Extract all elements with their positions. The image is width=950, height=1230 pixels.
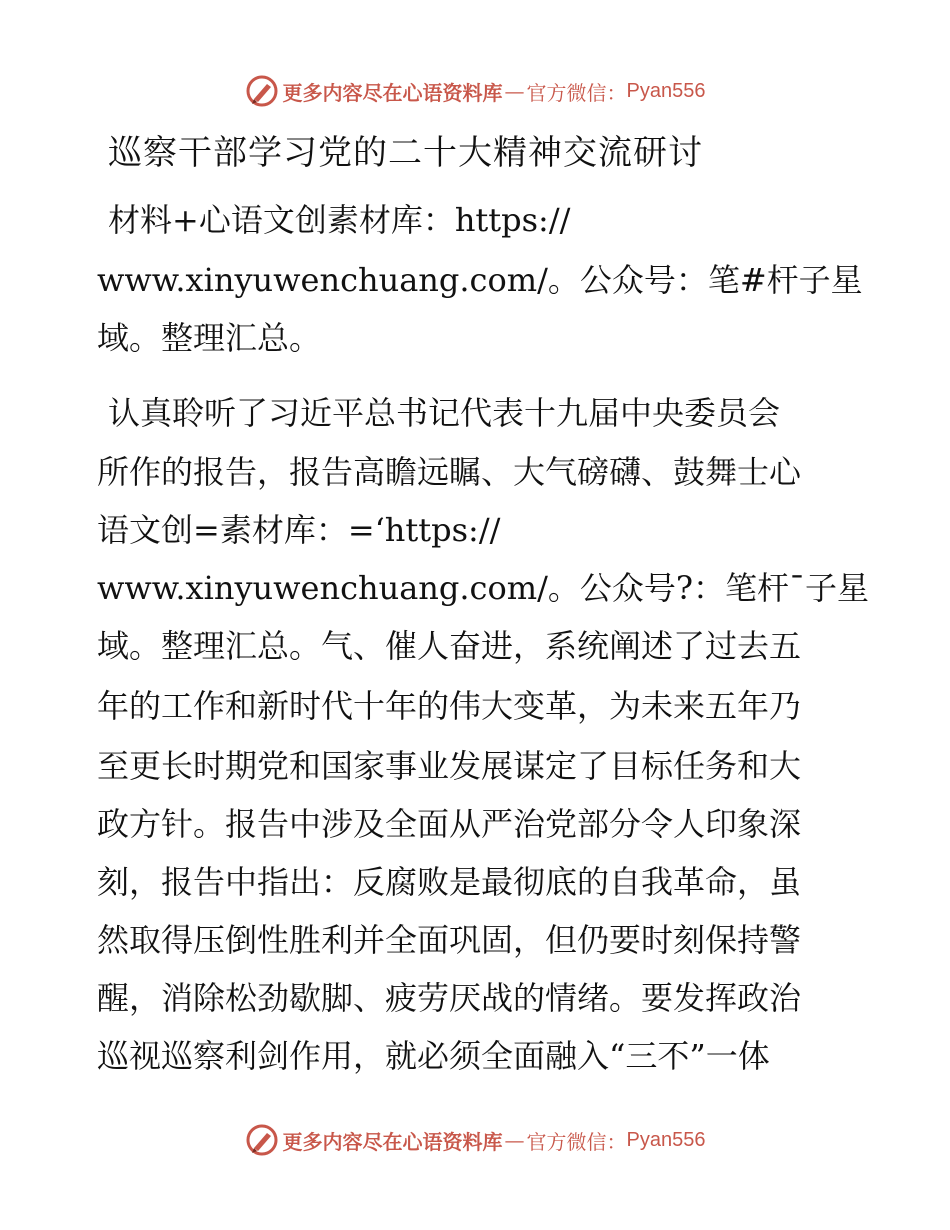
body-line: 然取得压倒性胜利并全面巩固，但仍要时刻保持警: [97, 921, 802, 959]
body-line: 认真聆听了习近平总书记代表十九届中央委员会: [108, 394, 781, 432]
body-line: 域。整理汇总。气、催人奋进，系统阐述了过去五: [97, 627, 802, 665]
body-line: 醒，消除松劲歇脚、疲劳厌战的情绪。要发挥政治: [97, 979, 802, 1017]
banner-site-text: 更多内容尽在心语资料库: [282, 1129, 503, 1154]
body-line: 巡视巡察利剑作用，就必须全面融入“三不”一体: [97, 1037, 770, 1075]
body-line: www.xinyuwenchuang.com/。公众号：笔#杆子星: [97, 261, 863, 299]
banner-dash: —: [504, 1128, 525, 1152]
pen-logo-icon: [245, 1123, 279, 1157]
body-line: 刻，报告中指出：反腐败是最彻底的自我革命，虽: [97, 863, 802, 901]
body-line: 材料+心语文创素材库：https://: [108, 201, 571, 239]
body-line: 所作的报告，报告高瞻远瞩、大气磅礴、鼓舞士心: [97, 453, 802, 491]
body-line: 至更长时期党和国家事业发展谋定了目标任务和大: [97, 747, 802, 785]
body-line: 年的工作和新时代十年的伟大变革，为未来五年乃: [97, 687, 802, 725]
banner-dash: —: [504, 79, 525, 103]
body-line: 政方针。报告中涉及全面从严治党部分令人印象深: [97, 805, 802, 843]
footer-banner: [0, 1120, 950, 1160]
banner-wechat-label: 官方微信：: [526, 80, 627, 105]
banner-site-text: 更多内容尽在心语资料库: [282, 80, 503, 105]
body-line: 域。整理汇总。: [97, 319, 322, 357]
body-line: 语文创=素材库：=‘https://: [97, 511, 501, 549]
banner-wechat-label: 官方微信：: [526, 1129, 627, 1154]
banner-wechat-id: Pyan556: [626, 79, 706, 102]
body-line: www.xinyuwenchuang.com/。公众号?：笔杆¯子星: [97, 569, 870, 607]
pen-logo-icon: [245, 74, 279, 108]
header-banner: [0, 71, 950, 111]
banner-wechat-id: Pyan556: [626, 1128, 706, 1151]
document-title: 巡察干部学习党的二十大精神交流研讨: [108, 133, 703, 173]
